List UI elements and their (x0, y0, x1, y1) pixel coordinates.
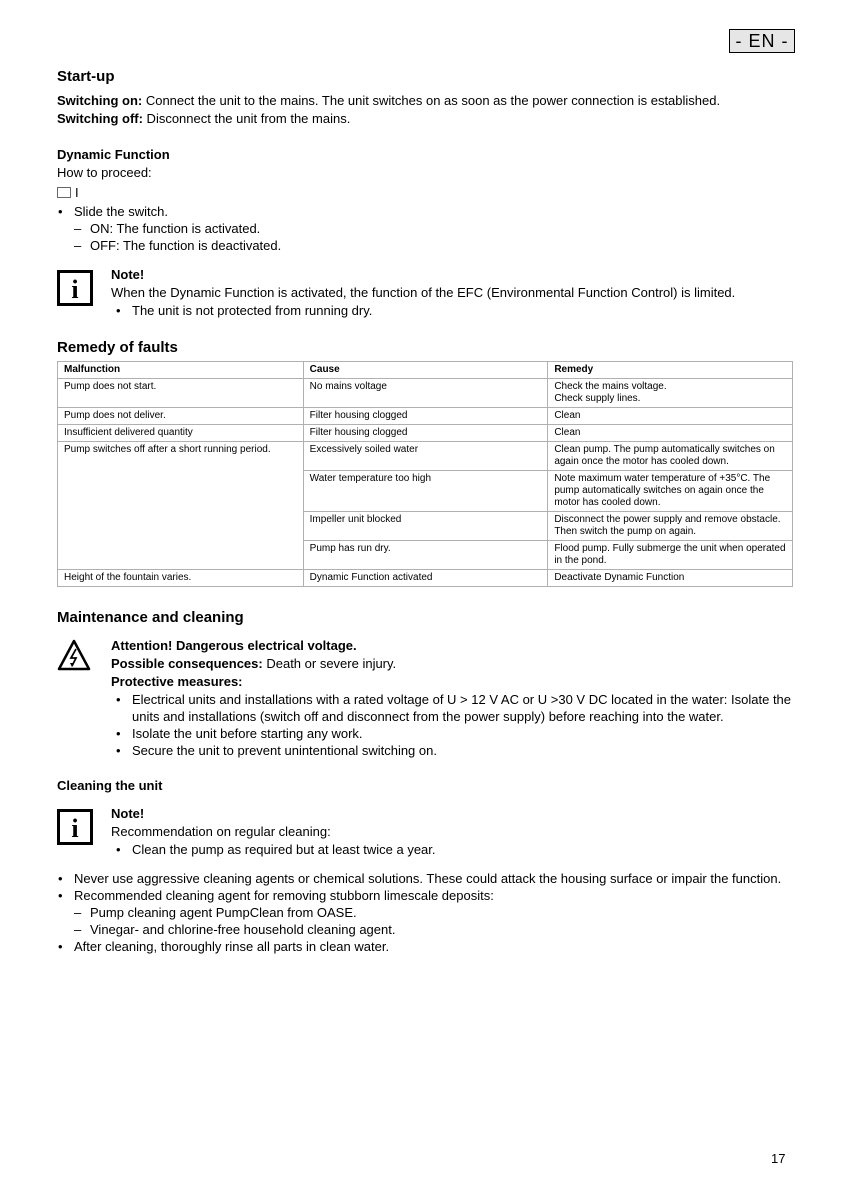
malfunction-cell: Pump does not start. (58, 379, 304, 408)
language-tag: - EN - (729, 29, 795, 53)
cause-cell: Excessively soiled water (303, 442, 548, 471)
startup-section (57, 66, 793, 128)
step-text: Slide the switch. (74, 204, 168, 219)
note-bullets (111, 841, 793, 858)
maintenance-title: Maintenance and cleaning (57, 609, 244, 626)
svg-text:i: i (71, 275, 79, 304)
switch-off-line (57, 110, 793, 128)
switch-symbol-icon (57, 187, 71, 198)
dynamic-function-title: Dynamic Function (57, 147, 170, 162)
column-header-remedy: Remedy (548, 362, 793, 379)
symbol-line (57, 183, 793, 201)
malfunction-cell: Insufficient delivered quantity (58, 425, 304, 442)
info-icon (57, 270, 93, 306)
agent-intro: Recommended cleaning agent for removing stubborn limescale deposits: (74, 888, 494, 903)
list-item: – Pump cleaning agent PumpClean from OASE. (74, 904, 793, 921)
cause-cell: Pump has run dry. (303, 541, 548, 570)
faults-section (57, 337, 793, 587)
cleaning-note (57, 805, 793, 858)
table-row (58, 408, 793, 425)
cleaning-title: Cleaning the unit (57, 778, 163, 793)
list-item: • Secure the unit to prevent unintentional switching on. (115, 742, 793, 759)
info-icon (57, 809, 93, 845)
maintenance-section (57, 607, 793, 759)
switch-on-line (57, 92, 793, 110)
option-list (74, 220, 793, 254)
consequences-line (111, 655, 793, 673)
remedy-cell: Disconnect the power supply and remove obstacle. Then switch the pump on again. (548, 512, 793, 541)
table-row (58, 379, 793, 408)
cause-cell: Dynamic Function activated (303, 570, 548, 587)
list-item (57, 887, 793, 938)
remedy-cell: Clean (548, 425, 793, 442)
remedy-cell: Deactivate Dynamic Function (548, 570, 793, 587)
remedy-cell: Clean (548, 408, 793, 425)
list-item: – ON: The function is activated. (74, 220, 793, 237)
remedy-cell: Flood pump. Fully submerge the unit when operated in the pond. (548, 541, 793, 570)
switch-on-text: Connect the unit to the mains. The unit switches on as soon as the power connection is established. (142, 93, 721, 108)
note-bullets (111, 302, 793, 319)
attention-title: Attention! Dangerous electrical voltage. (111, 638, 357, 653)
list-item: – OFF: The function is deactivated. (74, 237, 793, 254)
high-voltage-warning-icon (57, 639, 91, 671)
list-item (57, 203, 793, 254)
cleaning-instructions (57, 870, 793, 955)
note-text: Recommendation on regular cleaning: (111, 824, 331, 839)
table-row (58, 570, 793, 587)
startup-title: Start-up (57, 68, 115, 85)
malfunction-cell: Pump switches off after a short running period. (58, 442, 304, 570)
cleaning-section (57, 777, 793, 955)
table-row (58, 425, 793, 442)
dynamic-note (57, 266, 793, 319)
column-header-cause: Cause (303, 362, 548, 379)
list-item: • Never use aggressive cleaning agents or chemical solutions. These could attack the housing surface or impair the function. (57, 870, 793, 887)
remedy-cell: Clean pump. The pump automatically switches on again once the motor has cooled down. (548, 442, 793, 471)
switch-on-label: Switching on: (57, 93, 143, 108)
agent-list (74, 904, 793, 938)
malfunction-cell: Height of the fountain varies. (58, 570, 304, 587)
list-item: • The unit is not protected from running dry. (115, 302, 793, 319)
page-content (57, 66, 793, 955)
note-title: Note! (111, 806, 145, 821)
switch-off-text: Disconnect the unit from the mains. (142, 111, 351, 126)
symbol-text: I (75, 184, 79, 200)
faults-table (57, 361, 793, 587)
list-item: • Clean the pump as required but at least twice a year. (115, 841, 793, 858)
step-list (57, 203, 793, 254)
list-item: • Electrical units and installations with a rated voltage of U > 12 V AC or U >30 V DC located in the water: Isolate the units and installations (switch off and disconnect from the power supply) before reaching into the water. (115, 691, 793, 725)
cause-cell: Filter housing clogged (303, 408, 548, 425)
cause-cell: No mains voltage (303, 379, 548, 408)
list-item: • Isolate the unit before starting any work. (115, 725, 793, 742)
measures-label: Protective measures: (111, 674, 243, 689)
measures-list (111, 691, 793, 759)
malfunction-cell: Pump does not deliver. (58, 408, 304, 425)
note-text: When the Dynamic Function is activated, the function of the EFC (Environmental Function Control) is limited. (111, 285, 736, 300)
table-header-row (58, 362, 793, 379)
consequences-label: Possible consequences: (111, 656, 263, 671)
table-row (58, 442, 793, 471)
column-header-malfunction: Malfunction (58, 362, 304, 379)
page-number: 17 (771, 1151, 786, 1166)
svg-text:i: i (71, 814, 79, 843)
note-title: Note! (111, 267, 145, 282)
cause-cell: Water temperature too high (303, 471, 548, 512)
voltage-warning (57, 637, 793, 759)
list-item: – Vinegar- and chlorine-free household cleaning agent. (74, 921, 793, 938)
faults-title: Remedy of faults (57, 339, 178, 356)
how-to-proceed: How to proceed: (57, 165, 152, 180)
remedy-cell: Check the mains voltage. Check supply lines. (548, 379, 793, 408)
switch-off-label: Switching off: (57, 111, 143, 126)
consequences-text: Death or severe injury. (262, 656, 397, 671)
dynamic-function-section (57, 146, 793, 319)
cause-cell: Impeller unit blocked (303, 512, 548, 541)
list-item: • After cleaning, thoroughly rinse all parts in clean water. (57, 938, 793, 955)
cause-cell: Filter housing clogged (303, 425, 548, 442)
remedy-cell: Note maximum water temperature of +35°C. The pump automatically switches on again once the motor has cooled down. (548, 471, 793, 512)
